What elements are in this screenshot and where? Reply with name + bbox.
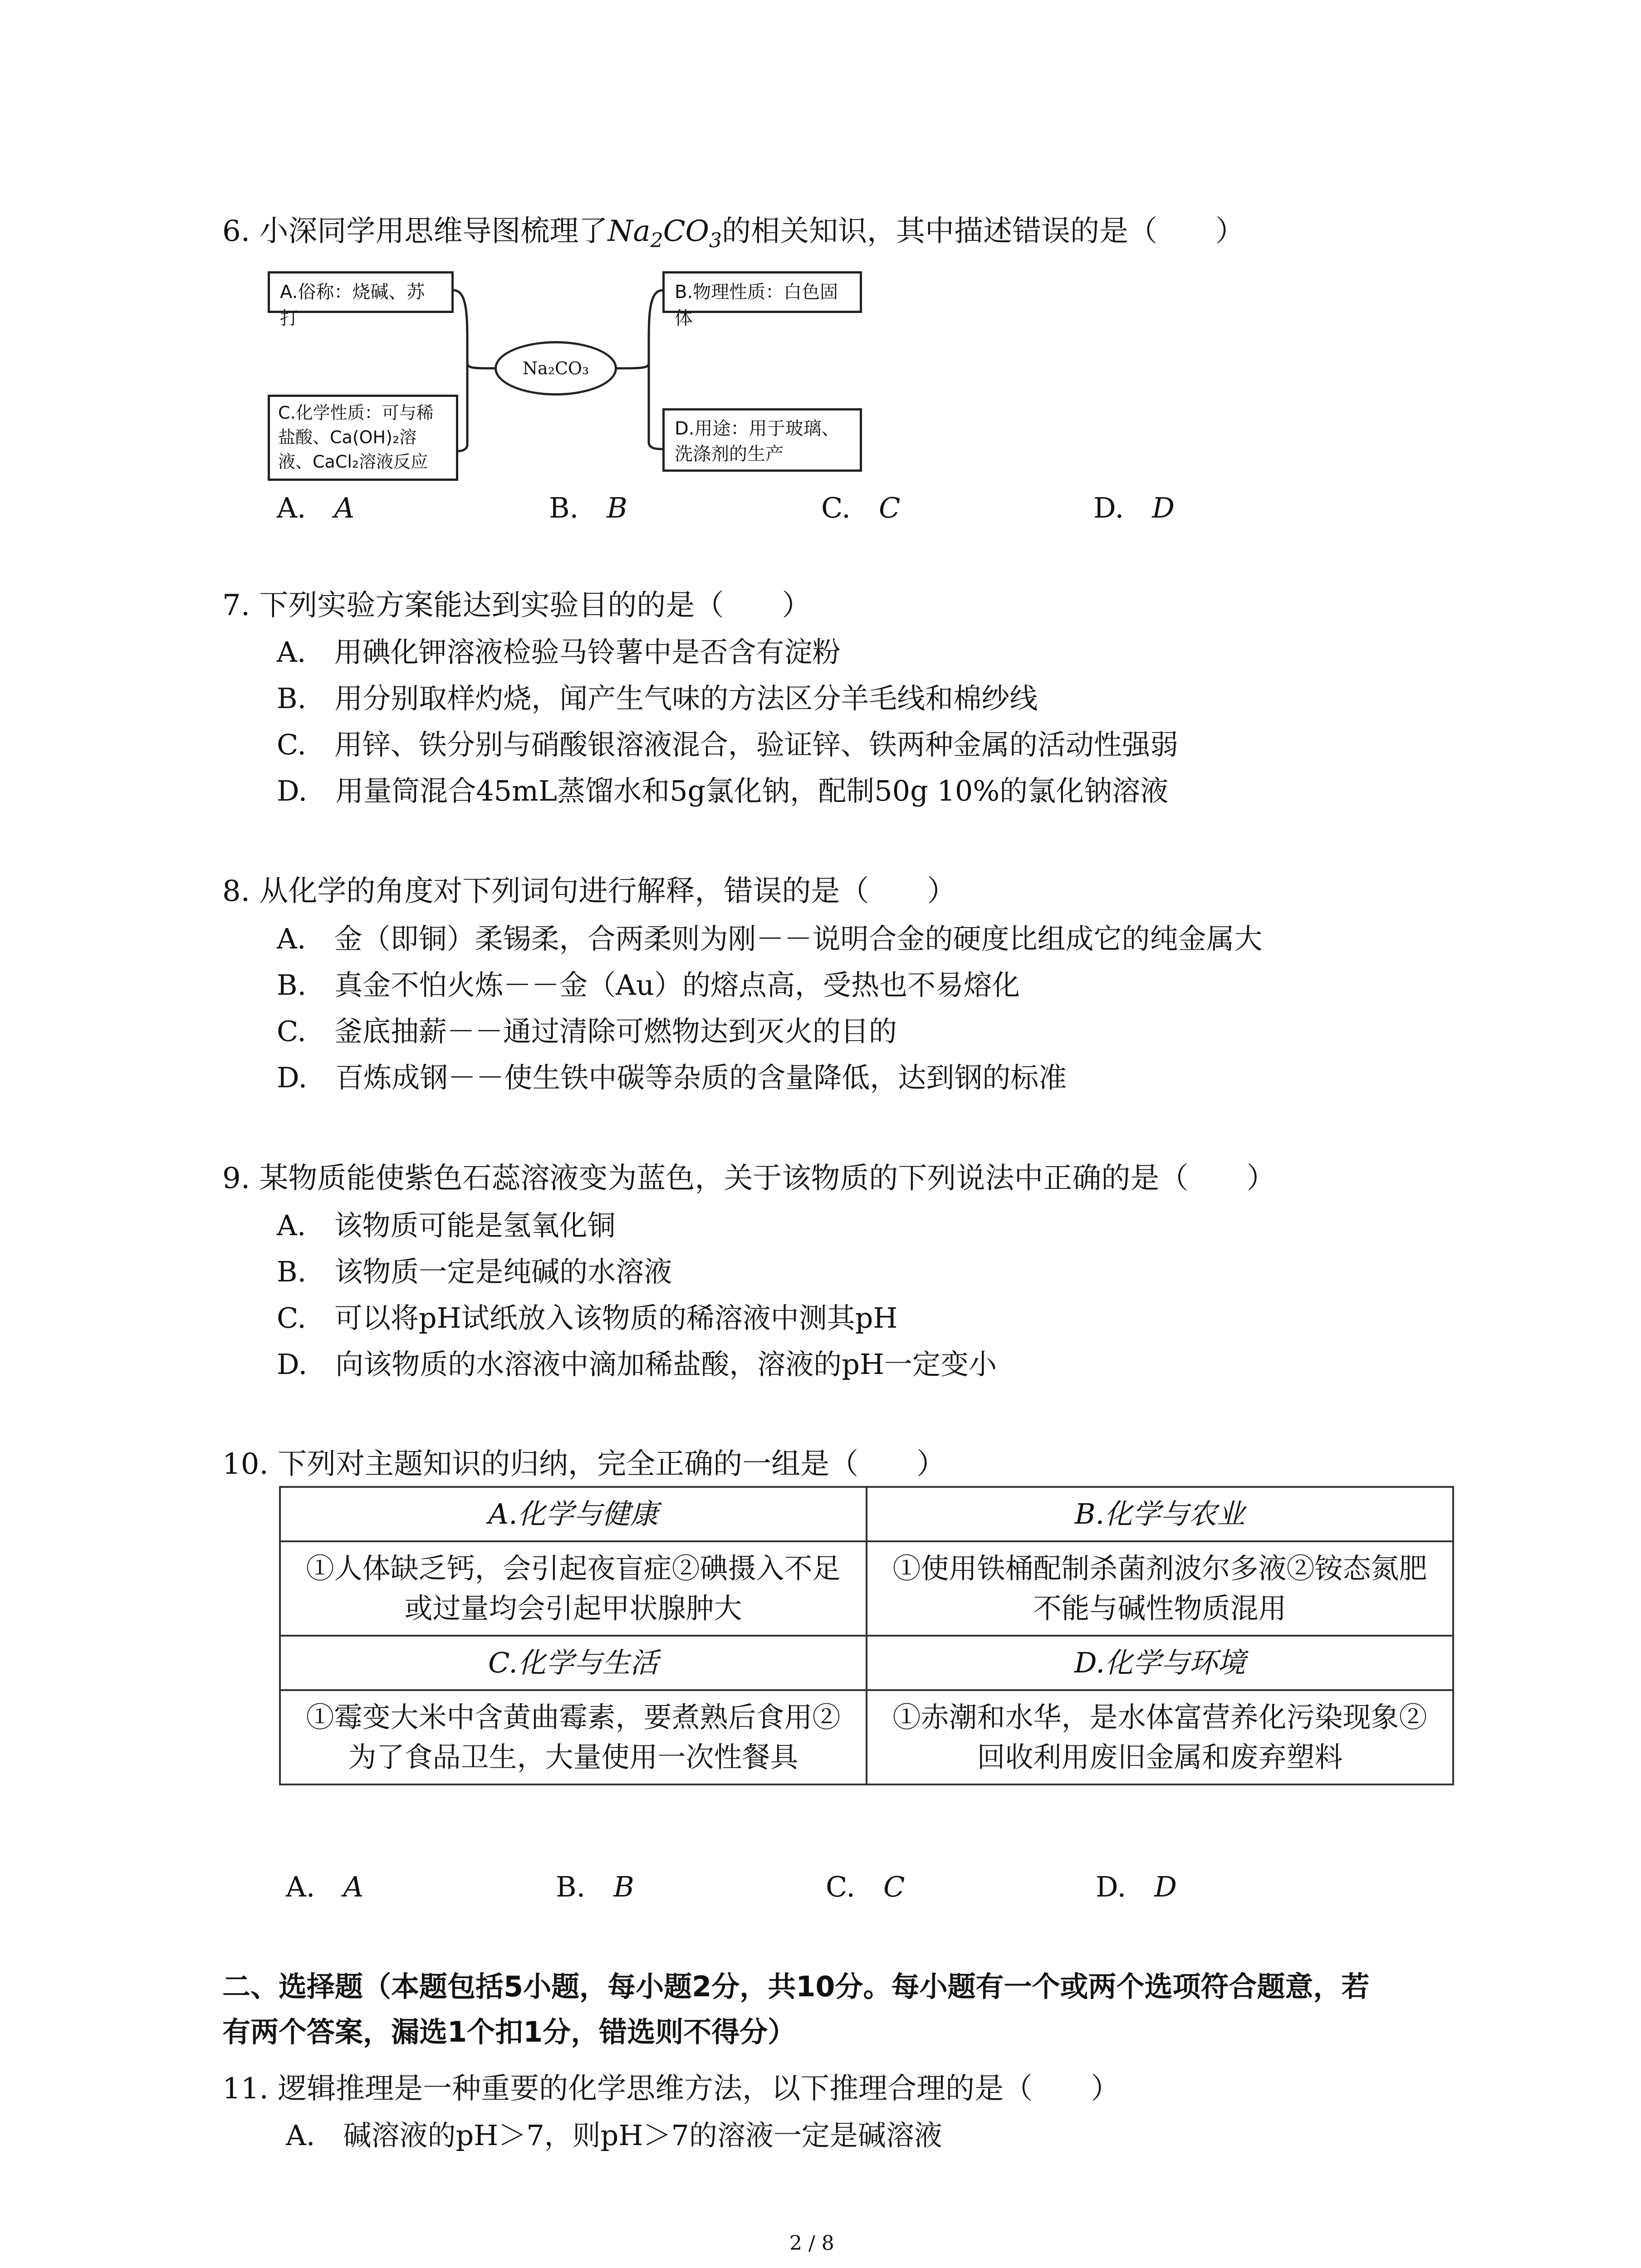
q9-option-a[interactable]: A. 该物质可能是氢氧化铜 — [277, 1209, 616, 1242]
section-heading-line2: 有两个答案，漏选1个扣1分，错选则不得分） — [222, 2015, 796, 2048]
q7-option-c[interactable]: C. 用锌、铁分别与硝酸银溶液混合，验证锌、铁两种金属的活动性强弱 — [277, 728, 1178, 761]
q7-option-b[interactable]: B. 用分别取样灼烧，闻产生气味的方法区分羊毛线和棉纱线 — [277, 682, 1038, 715]
q10-topic-table — [279, 1486, 1454, 1785]
q7-option-a[interactable]: A. 用碘化钾溶液检验马铃薯中是否含有淀粉 — [277, 635, 841, 669]
right-brace — [615, 290, 662, 449]
q10-option-c[interactable]: C. C — [826, 1870, 905, 1903]
table-row — [280, 1541, 1453, 1636]
section-heading-line1: 二、选择题（本题包括5小题，每小题2分，共10分。每小题有一个或两个选项符合题意，若 — [222, 1970, 1370, 2003]
q10-stem: 10. 下列对主题知识的归纳，完全正确的一组是（ ） — [222, 1447, 946, 1481]
q7-option-d[interactable]: D. 用量筒混合45mL蒸馏水和5g氯化钠，配制50g 10%的氯化钠溶液 — [277, 774, 1169, 807]
q8-option-a[interactable]: A. 金（即铜）柔锡柔，合两柔则为刚－－说明合金的硬度比组成它的纯金属大 — [277, 922, 1263, 955]
table-header-b: B.化学与农业 — [867, 1487, 1453, 1541]
table-cell-d: ①赤潮和水华，是水体富营养化污染现象②回收利用废旧金属和废弃塑料 — [867, 1690, 1453, 1784]
table-row — [280, 1487, 1453, 1541]
mindmap-center: Na₂CO₃ — [495, 341, 617, 396]
q7-stem: 7. 下列实验方案能达到实验目的的是（ ） — [222, 589, 811, 622]
mindmap-box-a: A.俗称：烧碱、苏打 — [268, 271, 454, 313]
table-row — [280, 1690, 1453, 1784]
q8-option-c[interactable]: C. 釜底抽薪－－通过清除可燃物达到灭火的目的 — [277, 1015, 897, 1048]
table-header-a: A.化学与健康 — [280, 1487, 867, 1541]
q9-stem: 9. 某物质能使紫色石蕊溶液变为蓝色，关于该物质的下列说法中正确的是（ ） — [222, 1162, 1276, 1195]
q8-option-d[interactable]: D. 百炼成钢－－使生铁中碳等杂质的含量降低，达到钢的标准 — [277, 1061, 1067, 1094]
q6-stem: 6. 小深同学用思维导图梳理了$Na_2CO_3$的相关知识，其中描述错误的是（ ） — [222, 215, 1244, 252]
q10-option-b[interactable]: B. B — [556, 1870, 634, 1903]
table-header-c: C.化学与生活 — [280, 1636, 867, 1690]
mindmap-box-d: D.用途：用于玻璃、洗涤剂的生产 — [662, 408, 862, 472]
q6-option-a[interactable]: A. A — [277, 491, 355, 524]
q9-option-d[interactable]: D. 向该物质的水溶液中滴加稀盐酸，溶液的pH一定变小 — [277, 1348, 997, 1381]
table-cell-b: ①使用铁桶配制杀菌剂波尔多液②铵态氮肥不能与碱性物质混用 — [867, 1541, 1453, 1636]
q11-stem: 11. 逻辑推理是一种重要的化学思维方法，以下推理合理的是（ ） — [222, 2072, 1120, 2106]
q6-option-d[interactable]: D. D — [1093, 491, 1175, 524]
table-cell-a: ①人体缺乏钙，会引起夜盲症②碘摄入不足或过量均会引起甲状腺肿大 — [280, 1541, 867, 1636]
left-brace — [454, 290, 495, 451]
q6-option-c[interactable]: C. C — [821, 491, 901, 524]
q11-option-a[interactable]: A. 碱溶液的pH＞7，则pH＞7的溶液一定是碱溶液 — [286, 2119, 942, 2152]
q6-formula: $Na_2CO_3$ — [607, 215, 722, 252]
table-cell-c: ①霉变大米中含黄曲霉素，要煮熟后食用②为了食品卫生，大量使用一次性餐具 — [280, 1690, 867, 1784]
q10-option-d[interactable]: D. D — [1096, 1870, 1177, 1903]
q9-option-c[interactable]: C. 可以将pH试纸放入该物质的稀溶液中测其pH — [277, 1301, 898, 1334]
q9-option-b[interactable]: B. 该物质一定是纯碱的水溶液 — [277, 1255, 672, 1288]
page-number: 2 / 8 — [789, 2232, 834, 2255]
table-header-d: D.化学与环境 — [867, 1636, 1453, 1690]
q6-option-b[interactable]: B. B — [549, 491, 627, 524]
table-row — [280, 1636, 1453, 1690]
q8-option-b[interactable]: B. 真金不怕火炼－－金（Au）的熔点高，受热也不易熔化 — [277, 968, 1020, 1002]
q8-stem: 8. 从化学的角度对下列词句进行解释，错误的是（ ） — [222, 875, 956, 908]
mindmap-box-c: C.化学性质：可与稀盐酸、Ca(OH)₂溶液、CaCl₂溶液反应 — [268, 395, 458, 481]
q10-option-a[interactable]: A. A — [286, 1870, 364, 1903]
mindmap-box-b: B.物理性质：白色固体 — [662, 271, 862, 313]
